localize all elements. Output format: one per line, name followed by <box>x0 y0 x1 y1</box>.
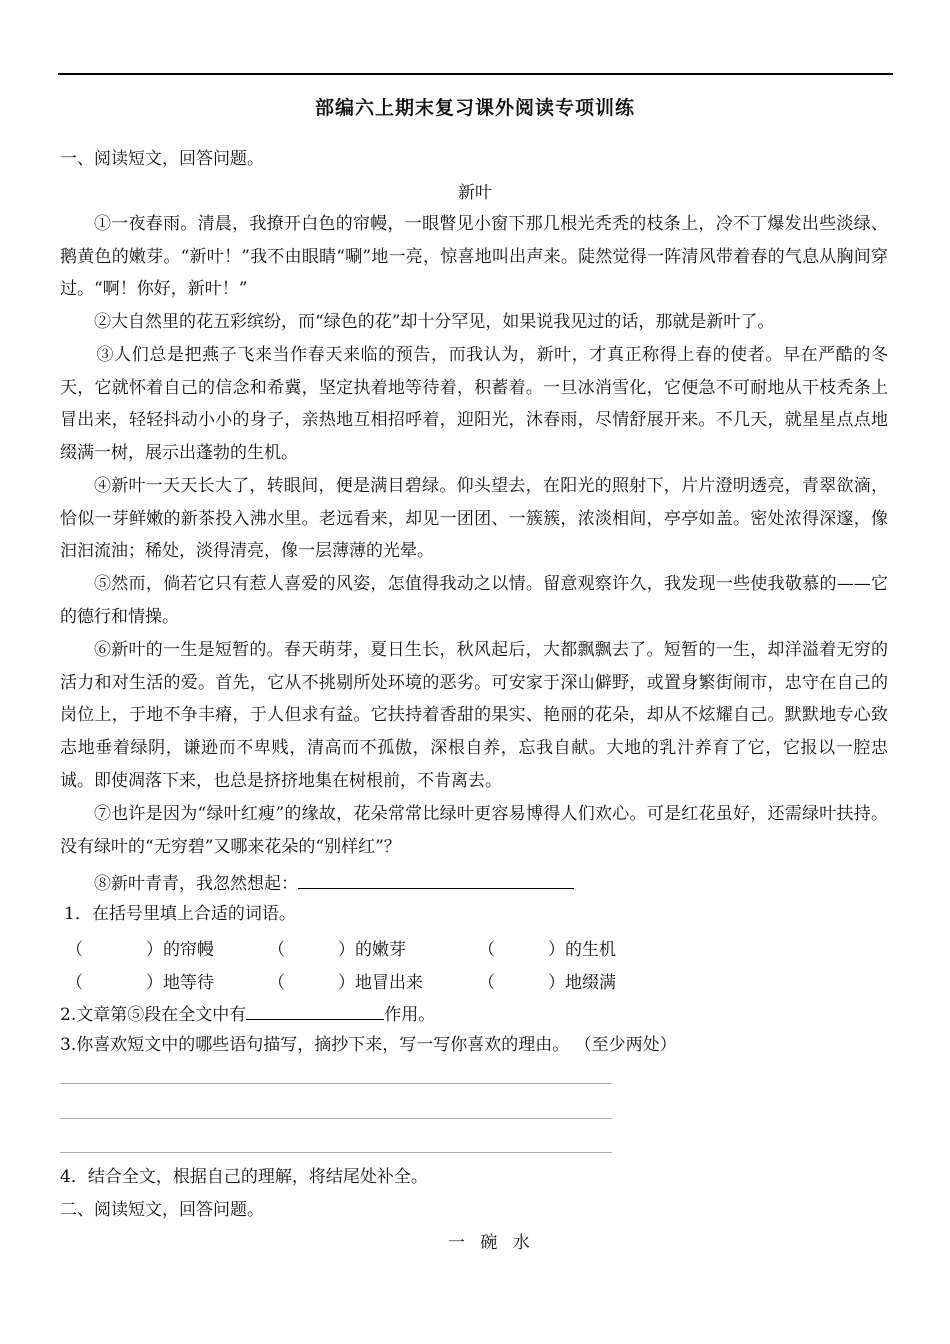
paragraph-8 <box>94 870 574 895</box>
paragraph-1: ①一夜春雨。清晨，我撩开白色的帘幔，一眼瞥见小窗下那几根光秃秃的枝条上，冷不丁爆发出些淡绿、鹅黄色的嫩芽。“新叶！”我不由眼睛“唰”地一亮，惊喜地叫出声来。陡然觉得一阵清风带着春的气息从胸间穿过。“啊！你好，新叶！” <box>60 214 888 300</box>
section2-heading: 二、阅读短文，回答问题。 <box>60 1200 264 1220</box>
paragraph-3: ③人们总是把燕子飞来当作春天来临的预告，而我认为，新叶，才真正称得上春的使者。早在严酷的冬天，它就怀着自己的信念和希冀，坚定执着地等待着，积蓄着。一旦冰消雪化，它便急不可耐地从干枝秃条上冒出来，轻轻抖动小小的身子，亲热地互相招呼着，迎阳光，沐春雨，尽情舒展开来。不几天，就星星点点地缀满一树，展示出蓬勃的生机。 <box>60 345 888 464</box>
ending-answer-blank[interactable] <box>298 870 574 889</box>
blank-label: ）的生机 <box>548 940 616 960</box>
paragraph-4: ④新叶一天天长大了，转眼间，便是满目碧绿。仰头望去，在阳光的照射下，片片澄明透亮，青翠欲滴，恰似一芽鲜嫩的新茶投入沸水里。老远看来，却见一团团、一簇簇，浓淡相间，亭亭如盖。密处浓得深邃，像汩汩流油；稀处，淡得清亮，像一层薄薄的光晕。 <box>60 476 888 562</box>
paren-open: （ <box>268 973 285 993</box>
question-4: 4．结合全文，根据自己的理解，将结尾处补全。 <box>60 1167 428 1187</box>
question-1: 1．在括号里填上合适的词语。 <box>64 904 296 924</box>
blank-label: ）地缀满 <box>548 973 616 993</box>
answer-line[interactable] <box>60 1083 612 1084</box>
header-rule <box>58 73 893 75</box>
question-3: 3.你喜欢短文中的哪些语句描写，摘抄下来，写一写你喜欢的理由。 （至少两处） <box>60 1035 677 1055</box>
question-2-text: 2.文章第⑤段在全文中有 <box>60 1005 247 1025</box>
blank-label: ）地冒出来 <box>338 973 423 993</box>
paragraph-7: ⑦也许是因为“绿叶红瘦”的缘故，花朵常常比绿叶更容易博得人们欢心。可是红花虽好，还需绿叶扶持。没有绿叶的“无穷碧”又哪来花朵的“别样红”？ <box>60 804 888 857</box>
paragraph-2: ②大自然里的花五彩缤纷，而“绿色的花”却十分罕见，如果说我见过的话，那就是新叶了。 <box>94 312 775 332</box>
question-2 <box>60 1001 435 1026</box>
paragraph-5: ⑤然而，倘若它只有惹人喜爱的风姿，怎值得我动之以情。留意观察许久，我发现一些使我敬慕的——它的德行和情操。 <box>60 574 888 627</box>
blank-label: ）的嫩芽 <box>338 940 406 960</box>
paragraph-6: ⑥新叶的一生是短暂的。春天萌芽，夏日生长，秋风起后，大都飘飘去了。短暂的一生，却洋溢着无穷的活力和对生活的爱。首先，它从不挑剔所处环境的恶劣。可安家于深山僻野，或置身繁街闹市，忠守在自己的岗位上，于地不争丰瘠，于人但求有益。它扶持着香甜的果实、艳丽的花朵，却从不炫耀自己。默默地专心致志地垂着绿阴，谦逊而不卑贱，清高而不孤傲，深根自养，忘我自献。大地的乳汁养育了它，它报以一腔忠诚。即使凋落下来，也总是挤挤地集在树根前，不肯离去。 <box>60 640 888 791</box>
paragraph-8-text: ⑧新叶青青，我忽然想起： <box>94 874 298 894</box>
section1-heading: 一、阅读短文，回答问题。 <box>60 149 264 169</box>
paren-open: （ <box>268 940 285 960</box>
article-title-yiwanshui: 一 碗 水 <box>448 1233 530 1253</box>
article-title-xinye: 新叶 <box>458 183 492 203</box>
answer-line[interactable] <box>60 1152 612 1153</box>
paren-open: （ <box>478 973 495 993</box>
paren-open: （ <box>66 973 83 993</box>
page-title: 部编六上期末复习课外阅读专项训练 <box>314 97 635 119</box>
paren-open: （ <box>66 940 83 960</box>
paren-open: （ <box>478 940 495 960</box>
blank-label: ）地等待 <box>146 973 214 993</box>
answer-line[interactable] <box>60 1118 612 1119</box>
question-2-suffix: 作用。 <box>384 1005 436 1025</box>
question-2-blank[interactable] <box>246 1001 384 1020</box>
blank-label: ）的帘幔 <box>146 940 214 960</box>
